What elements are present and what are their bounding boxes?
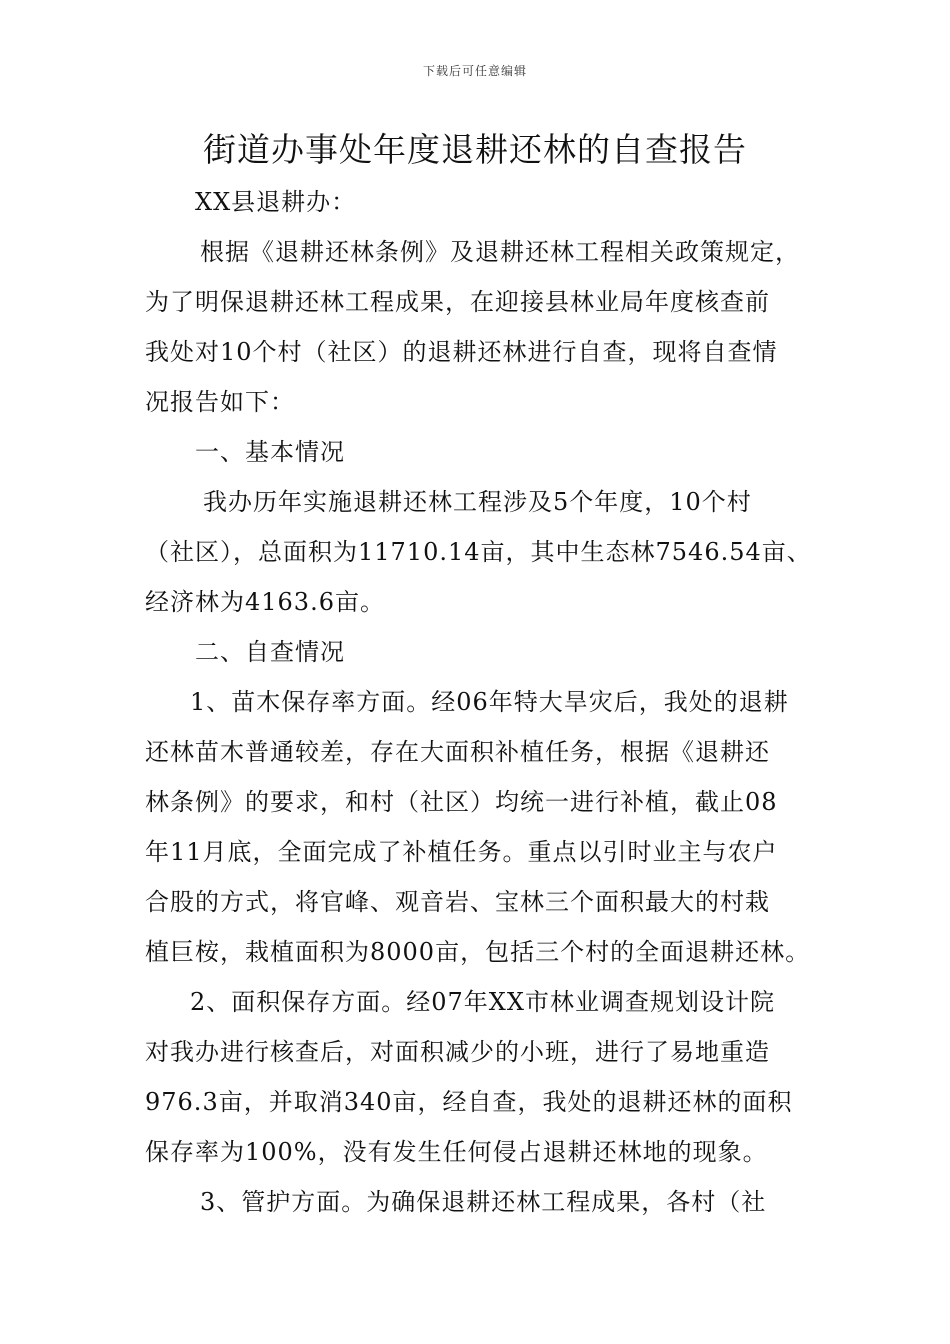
section-heading: 一、基本情况 — [195, 438, 345, 466]
paragraph-line: 根据《退耕还林条例》及退耕还林工程相关政策规定， — [200, 238, 800, 266]
paragraph-line: 1、苗木保存率方面。经06年特大旱灾后，我处的退耕 — [190, 688, 789, 716]
header-note: 下载后可任意编辑 — [422, 64, 527, 78]
paragraph-line: 保存率为100%，没有发生任何侵占退耕还林地的现象。 — [145, 1138, 768, 1166]
paragraph-line: 年11月底，全面完成了补植任务。重点以引时业主与农户 — [145, 838, 778, 866]
document-title: 街道办事处年度退耕还林的自查报告 — [203, 130, 747, 169]
paragraph-line: （社区），总面积为11710.14亩，其中生态林7546.54亩、 — [145, 538, 812, 566]
paragraph-line: 合股的方式，将官峰、观音岩、宝林三个面积最大的村栽 — [145, 888, 770, 916]
paragraph-line: 对我办进行核查后，对面积减少的小班，进行了易地重造 — [145, 1038, 770, 1066]
paragraph-line: 3、管护方面。为确保退耕还林工程成果，各村（社 — [200, 1188, 767, 1216]
paragraph-line: 我处对10个村（社区）的退耕还林进行自查，现将自查情 — [145, 338, 778, 366]
section-heading: 二、自查情况 — [195, 638, 345, 666]
paragraph-line: 为了明保退耕还林工程成果，在迎接县林业局年度核查前 — [145, 288, 770, 316]
paragraph-line: 林条例》的要求，和村（社区）均统一进行补植，截止08 — [145, 788, 778, 816]
paragraph-line: 况报告如下： — [145, 388, 295, 416]
paragraph-line: 976.3亩，并取消340亩，经自查，我处的退耕还林的面积 — [145, 1088, 793, 1116]
salutation: XX县退耕办： — [195, 188, 357, 216]
paragraph-line: 我办历年实施退耕还林工程涉及5个年度，10个村 — [203, 488, 752, 516]
paragraph-line: 植巨桉，栽植面积为8000亩，包括三个村的全面退耕还林。 — [145, 938, 811, 966]
paragraph-line: 还林苗木普通较差，存在大面积补植任务，根据《退耕还 — [145, 738, 770, 766]
paragraph-line: 经济林为4163.6亩。 — [145, 588, 385, 616]
document-body — [145, 177, 825, 1227]
paragraph-line: 2、面积保存方面。经07年XX市林业调查规划设计院 — [190, 988, 775, 1016]
